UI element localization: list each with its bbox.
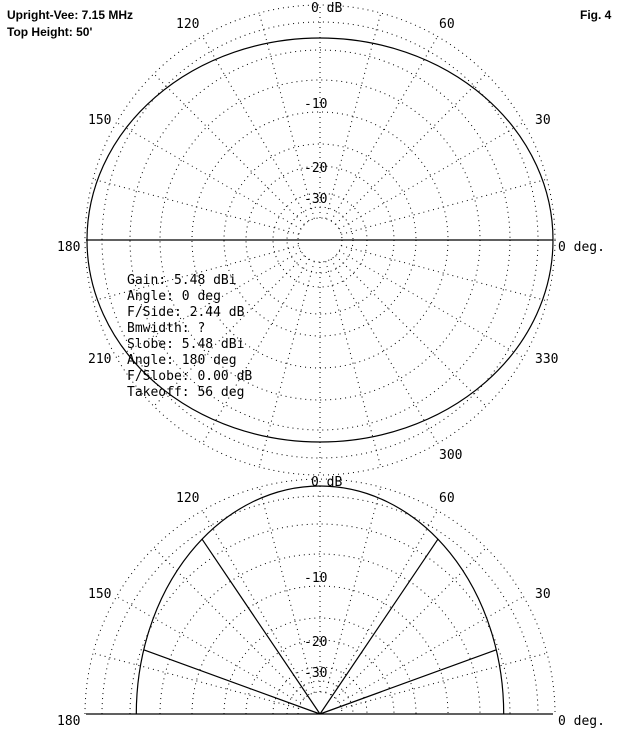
elevation-grid-spoke-75 bbox=[326, 487, 381, 693]
elevation-ring-label-minus20: -20 bbox=[304, 635, 328, 650]
azimuth-grid-spoke-75 bbox=[326, 13, 381, 219]
elevation-grid-spoke-105 bbox=[259, 487, 314, 693]
azimuth-ring-label-minus30: -30 bbox=[304, 192, 328, 207]
azimuth-grid-spoke-300 bbox=[331, 259, 438, 443]
info-takeoff: Takeoff: 56 deg bbox=[127, 385, 245, 400]
azimuth-angle-label-60: 60 bbox=[439, 17, 455, 32]
elevation-ring-label-0db: 0 dB bbox=[311, 475, 343, 490]
azimuth-angle-label-150: 150 bbox=[88, 113, 112, 128]
info-angle: Angle: 0 deg bbox=[127, 289, 221, 304]
azimuth-ring-label-0db: 0 dB bbox=[311, 1, 343, 16]
info-beamwidth: Bmwidth: ? bbox=[127, 321, 206, 336]
azimuth-grid-spoke-105 bbox=[259, 13, 314, 219]
azimuth-grid-spoke-330 bbox=[339, 251, 523, 358]
azimuth-angle-label-180: 180 bbox=[57, 240, 81, 255]
info-gain: Gain: 5.48 dBi bbox=[127, 273, 237, 288]
info-sidelobe: Slobe: 5.48 dBi bbox=[127, 337, 245, 352]
elevation-grid-ring-8 bbox=[287, 681, 353, 714]
elevation-cut-line-56 bbox=[320, 539, 438, 714]
chart-subtitle: Top Height: 50' bbox=[7, 25, 93, 39]
elevation-ring-label-minus10: -10 bbox=[304, 571, 328, 586]
azimuth-grid-spoke-285 bbox=[326, 261, 381, 467]
azimuth-grid-spoke-135 bbox=[154, 74, 305, 225]
info-sidelobe-angle: Angle: 180 deg bbox=[127, 353, 237, 368]
azimuth-ring-label-minus10: -10 bbox=[304, 97, 328, 112]
pattern-info-block bbox=[127, 273, 252, 400]
azimuth-ring-label-minus20: -20 bbox=[304, 161, 328, 176]
elevation-plot bbox=[57, 475, 605, 729]
elevation-cut-line-20 bbox=[320, 650, 496, 714]
elevation-grid-spoke-45 bbox=[336, 548, 487, 699]
azimuth-grid-spoke-30 bbox=[339, 123, 523, 230]
azimuth-grid-spoke-150 bbox=[116, 123, 300, 230]
azimuth-angle-label-0: 0 deg. bbox=[558, 240, 605, 255]
elevation-grid-ring-2 bbox=[130, 524, 510, 714]
azimuth-grid-spoke-345 bbox=[341, 246, 547, 301]
elevation-ring-label-minus30: -30 bbox=[304, 666, 328, 681]
elevation-angle-label-30: 30 bbox=[535, 587, 551, 602]
elevation-grid-spoke-120 bbox=[203, 510, 310, 694]
azimuth-angle-label-30: 30 bbox=[535, 113, 551, 128]
elevation-grid-ring-9 bbox=[298, 692, 342, 714]
info-front-to-side: F/Side: 2.44 dB bbox=[127, 305, 245, 320]
elevation-grid-ring-4 bbox=[192, 586, 448, 714]
elevation-angle-label-0: 0 deg. bbox=[558, 714, 605, 729]
elevation-grid-spoke-165 bbox=[93, 653, 299, 708]
info-front-to-sidelobe: F/Slobe: 0.00 dB bbox=[127, 369, 253, 384]
elevation-grid-spoke-60 bbox=[331, 510, 438, 694]
azimuth-grid-spoke-45 bbox=[336, 74, 487, 225]
azimuth-angle-label-120: 120 bbox=[176, 17, 200, 32]
elevation-angle-label-60: 60 bbox=[439, 491, 455, 506]
azimuth-plot bbox=[57, 1, 605, 475]
elevation-angle-label-150: 150 bbox=[88, 587, 112, 602]
chart-title: Upright-Vee: 7.15 MHz bbox=[7, 8, 134, 22]
elevation-angle-label-120: 120 bbox=[176, 491, 200, 506]
azimuth-angle-label-300: 300 bbox=[439, 448, 463, 463]
elevation-angle-label-180: 180 bbox=[57, 714, 81, 729]
azimuth-grid-spoke-255 bbox=[259, 261, 314, 467]
azimuth-angle-label-210: 210 bbox=[88, 352, 112, 367]
azimuth-grid-spoke-60 bbox=[331, 36, 438, 220]
figure-label: Fig. 4 bbox=[580, 8, 612, 22]
azimuth-angle-label-330: 330 bbox=[535, 352, 559, 367]
elevation-grid-spoke-15 bbox=[341, 653, 547, 708]
elevation-cut-line-160 bbox=[144, 650, 320, 714]
